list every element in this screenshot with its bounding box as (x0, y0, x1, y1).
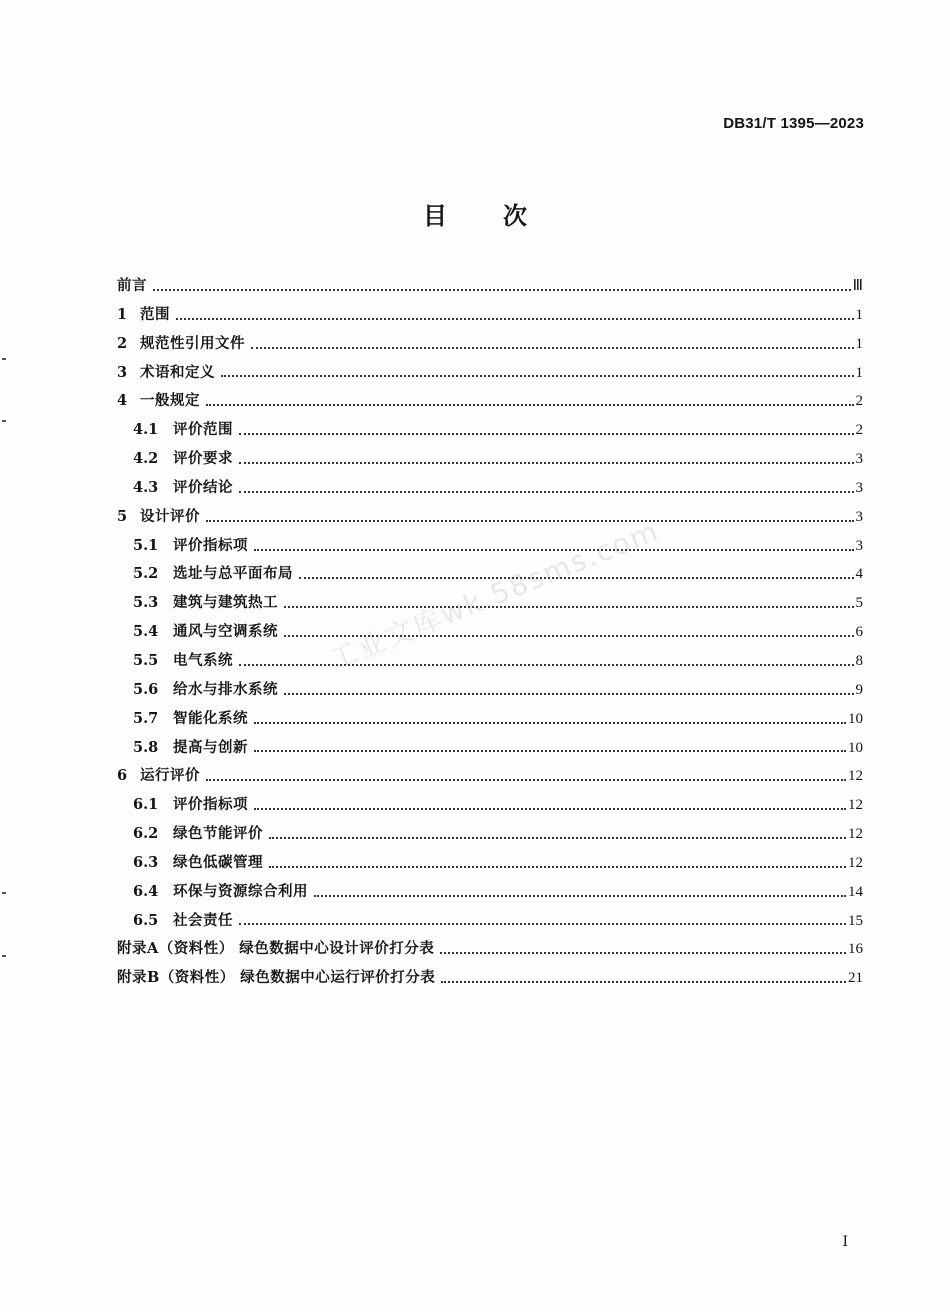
toc-entry-page: 1 (855, 335, 863, 352)
dot-leader (269, 865, 846, 868)
toc-entry-page: 2 (855, 422, 863, 439)
toc-entry-page: 8 (855, 652, 863, 669)
toc-entry[interactable] (117, 301, 863, 330)
page-number: I (842, 1234, 848, 1250)
dot-leader (221, 374, 854, 377)
toc-entry[interactable] (117, 272, 863, 301)
toc-entry-number: 4.3 (133, 478, 159, 496)
toc-entry-label: 评价范围 (173, 421, 233, 439)
dot-leader (206, 778, 846, 781)
dot-leader (254, 807, 846, 810)
dot-leader (284, 605, 854, 608)
toc-entry-page: 9 (855, 681, 863, 698)
toc-entry-page: 10 (848, 739, 863, 756)
toc-entry-page: 6 (855, 624, 863, 641)
table-of-contents (117, 272, 863, 993)
scan-edge-mark (2, 892, 6, 894)
toc-entry-number: 6 (117, 767, 128, 785)
watermark: 工业文库wk.58sms.com (324, 513, 664, 677)
toc-entry-label: 范围 (140, 305, 170, 323)
toc-entry-label: 评价指标项 (173, 796, 248, 814)
toc-entry[interactable] (117, 734, 863, 763)
toc-entry-label: 建筑与建筑热工 (173, 594, 278, 612)
toc-entry-page: 21 (848, 970, 863, 987)
toc-entry-label: 选址与总平面布局 (173, 565, 293, 583)
toc-entry-page: 15 (848, 912, 863, 929)
dot-leader (314, 894, 846, 897)
toc-entry-page: 14 (848, 883, 863, 900)
toc-entry[interactable] (117, 416, 863, 445)
toc-entry-page: 5 (855, 595, 863, 612)
toc-entry-page: 12 (848, 797, 863, 814)
toc-entry[interactable] (117, 791, 863, 820)
toc-entry-number: 5.7 (133, 709, 159, 727)
toc-entry-number: 5.8 (133, 738, 159, 756)
toc-entry[interactable] (117, 820, 863, 849)
toc-entry-page: 12 (848, 826, 863, 843)
toc-entry-page: 3 (855, 537, 863, 554)
toc-entry[interactable] (117, 387, 863, 416)
toc-entry-number: 6.3 (133, 853, 159, 871)
toc-entry-page: 3 (855, 479, 863, 496)
toc-entry-number: 3 (117, 363, 128, 381)
toc-entry[interactable] (117, 676, 863, 705)
toc-entry-label: 附录A（资料性） 绿色数据中心设计评价打分表 (117, 940, 435, 958)
toc-entry-number: 5 (117, 507, 128, 525)
toc-entry-page: 2 (855, 393, 863, 410)
dot-leader (176, 317, 854, 320)
toc-entry-number: 6.2 (133, 825, 159, 843)
toc-entry[interactable] (117, 705, 863, 734)
toc-entry-number: 6.4 (133, 882, 159, 900)
toc-entry-label: 规范性引用文件 (140, 334, 245, 352)
toc-entry-page: 1 (855, 306, 863, 323)
standard-number: DB31/T 1395—2023 (723, 115, 864, 132)
toc-entry[interactable] (117, 359, 863, 388)
toc-entry-label: 电气系统 (173, 651, 233, 669)
toc-entry[interactable] (117, 532, 863, 561)
toc-entry-page: 3 (855, 451, 863, 468)
toc-entry-number: 5.3 (133, 594, 159, 612)
toc-entry-label: 附录B（资料性） 绿色数据中心运行评价打分表 (117, 969, 436, 987)
dot-leader (254, 721, 846, 724)
toc-entry-number: 5.4 (133, 623, 159, 641)
scan-edge-mark (2, 955, 6, 957)
toc-entry-number: 5.2 (133, 565, 159, 583)
toc-entry[interactable] (117, 474, 863, 503)
dot-leader (284, 692, 854, 695)
scan-edge-mark (2, 420, 6, 422)
toc-entry-page: 10 (848, 710, 863, 727)
dot-leader (441, 980, 846, 983)
toc-entry-number: 5.1 (133, 536, 159, 554)
toc-entry[interactable] (117, 849, 863, 878)
toc-entry-label: 术语和定义 (140, 363, 215, 381)
toc-entry-number: 6.5 (133, 911, 159, 929)
toc-entry-number: 5.6 (133, 680, 159, 698)
toc-entry[interactable] (117, 330, 863, 359)
toc-entry-page: Ⅲ (852, 278, 863, 294)
dot-leader (239, 432, 854, 435)
dot-leader (239, 461, 854, 464)
toc-entry-number: 6.1 (133, 796, 159, 814)
toc-entry-label: 评价指标项 (173, 536, 248, 554)
dot-leader (251, 346, 854, 349)
toc-entry[interactable] (117, 618, 863, 647)
toc-entry[interactable] (117, 907, 863, 936)
toc-entry-page: 16 (848, 941, 863, 958)
toc-entry-label: 社会责任 (173, 911, 233, 929)
toc-entry-label: 评价要求 (173, 450, 233, 468)
toc-entry-page: 12 (848, 768, 863, 785)
scan-edge-mark (2, 358, 6, 360)
toc-entry-number: 4 (117, 392, 128, 410)
dot-leader (254, 749, 846, 752)
toc-entry-label: 设计评价 (140, 507, 200, 525)
page-title: 目次 (423, 201, 583, 230)
toc-entry[interactable] (117, 964, 863, 993)
toc-entry-page: 3 (855, 508, 863, 525)
toc-entry-page: 4 (855, 566, 863, 583)
toc-entry-label: 通风与空调系统 (173, 623, 278, 641)
toc-entry[interactable] (117, 878, 863, 907)
toc-entry-label: 评价结论 (173, 478, 233, 496)
toc-entry[interactable] (117, 647, 863, 676)
toc-entry-label: 绿色节能评价 (173, 825, 263, 843)
toc-entry[interactable] (117, 935, 863, 964)
toc-entry-number: 1 (117, 305, 128, 323)
dot-leader (206, 403, 854, 406)
toc-entry-label: 运行评价 (140, 767, 200, 785)
toc-entry-label: 一般规定 (140, 392, 200, 410)
dot-leader (239, 922, 846, 925)
toc-entry-number: 4.1 (133, 421, 159, 439)
toc-entry-page: 12 (848, 854, 863, 871)
toc-entry-number: 4.2 (133, 450, 159, 468)
dot-leader (153, 288, 851, 291)
toc-entry-page: 1 (855, 364, 863, 381)
toc-entry-number: 5.5 (133, 651, 159, 669)
dot-leader (440, 951, 846, 954)
toc-entry-label: 绿色低碳管理 (173, 853, 263, 871)
toc-entry[interactable] (117, 445, 863, 474)
toc-entry-label: 提高与创新 (173, 738, 248, 756)
dot-leader (239, 490, 854, 493)
dot-leader (269, 836, 846, 839)
toc-entry-label: 给水与排水系统 (173, 680, 278, 698)
toc-entry-label: 环保与资源综合利用 (173, 882, 308, 900)
toc-entry-label: 前言 (117, 277, 147, 294)
dot-leader (206, 519, 854, 522)
toc-entry[interactable] (117, 503, 863, 532)
toc-entry[interactable] (117, 762, 863, 791)
toc-entry-label: 智能化系统 (173, 709, 248, 727)
toc-entry-number: 2 (117, 334, 128, 352)
